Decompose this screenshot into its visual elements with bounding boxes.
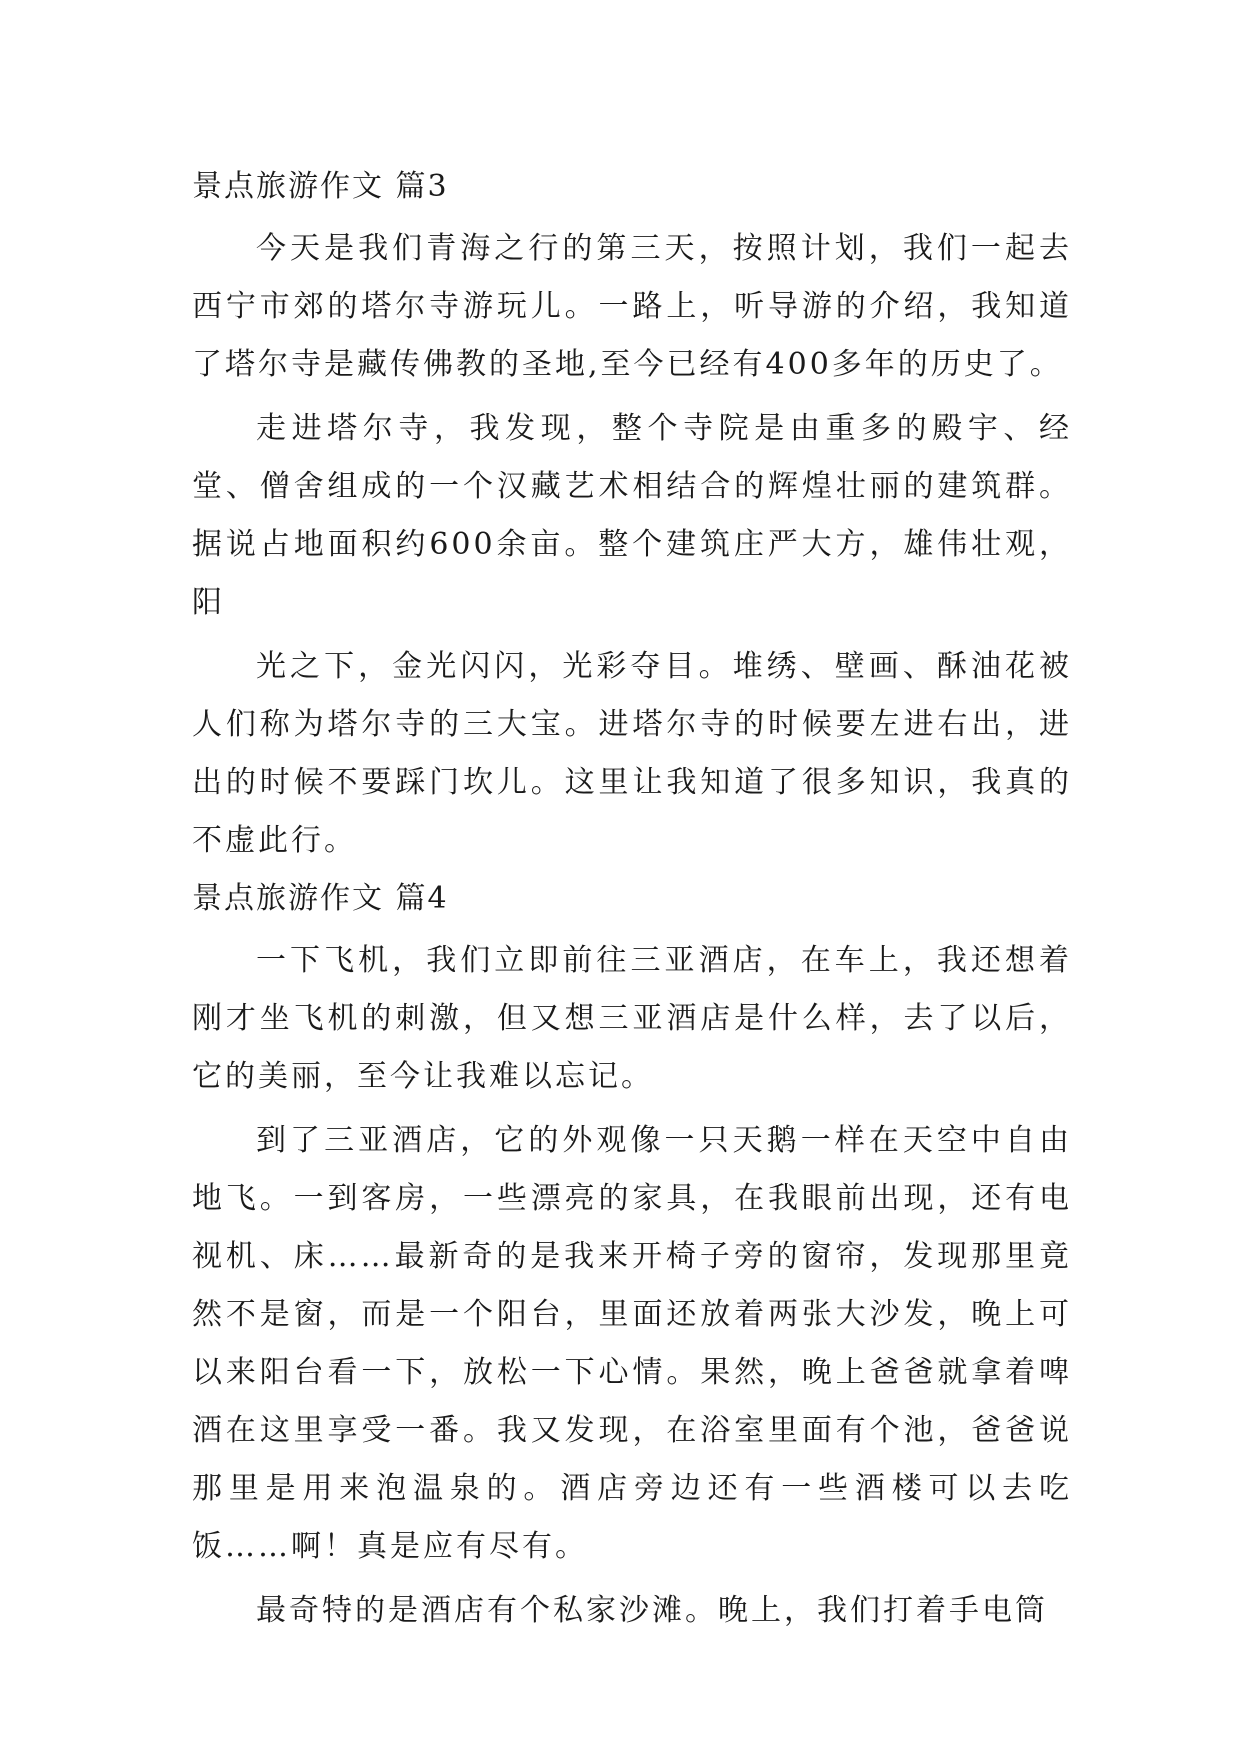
section-heading-4: 景点旅游作文 篇4 bbox=[192, 881, 449, 916]
paragraph: 到了三亚酒店，它的外观像一只天鹅一样在天空中自由地飞。一到客房，一些漂亮的家具，在我眼前出现，还有电视机、床……最新奇的是我来开椅子旁的窗帘，发现那里竟然不是窗，而是一个阳台，里面还放着两张大沙发，晚上可以来阳台看一下，放松一下心情。果然，晚上爸爸就拿着啤酒在这里享受一番。我又发现，在浴室里面有个池，爸爸说那里是用来泡温泉的。酒店旁边还有一些酒楼可以去吃饭……啊！真是应有尽有。 bbox=[192, 1123, 1072, 1564]
paragraph: 光之下，金光闪闪，光彩夺目。堆绣、壁画、酥油花被人们称为塔尔寺的三大宝。进塔尔寺的时候要左进右出，进出的时候不要踩门坎儿。这里让我知道了很多知识，我真的不虚此行。 bbox=[192, 649, 1072, 858]
section-heading-3: 景点旅游作文 篇3 bbox=[192, 169, 449, 204]
paragraph: 走进塔尔寺，我发现，整个寺院是由重多的殿宇、经堂、僧舍组成的一个汉藏艺术相结合的辉煌壮丽的建筑群。据说占地面积约600余亩。整个建筑庄严大方，雄伟壮观，阳 bbox=[192, 411, 1072, 620]
paragraph: 一下飞机，我们立即前往三亚酒店，在车上，我还想着刚才坐飞机的刺激，但又想三亚酒店是什么样，去了以后，它的美丽，至今让我难以忘记。 bbox=[192, 943, 1072, 1094]
document-body bbox=[192, 158, 1072, 1640]
paragraph: 最奇特的是酒店有个私家沙滩。晚上，我们打着手电筒 bbox=[256, 1593, 1048, 1628]
paragraph: 今天是我们青海之行的第三天，按照计划，我们一起去西宁市郊的塔尔寺游玩儿。一路上，听导游的介绍，我知道了塔尔寺是藏传佛教的圣地,至今已经有400多年的历史了。 bbox=[192, 231, 1072, 382]
